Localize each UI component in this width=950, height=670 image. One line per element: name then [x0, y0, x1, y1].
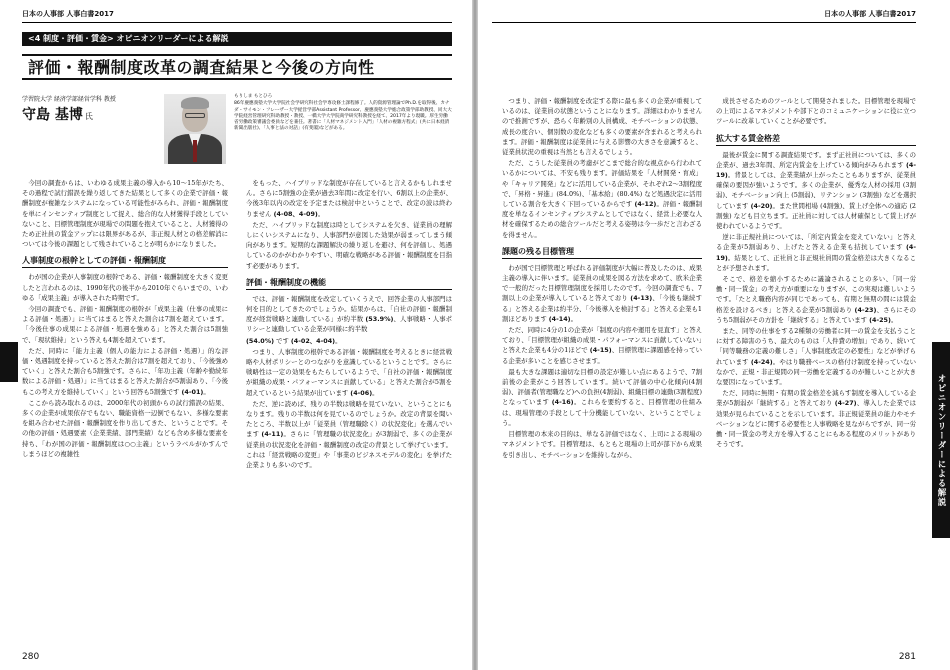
body-paragraph — [716, 232, 916, 273]
running-header-right: 日本の人事部 人事白書2017 — [824, 10, 916, 18]
author-name-kana: もりしま もとひろ — [234, 94, 273, 99]
paragraph-text: 逆に非正規社員については、「所定内賃金を変えていない」と答える企業が5割弱あり、上げたと答える企業も拮抗しています — [716, 233, 916, 252]
paragraph-text: 。 — [317, 209, 325, 218]
paragraph-text: 、導入した企業では効果が見られていることを示しています。非正規従業員の能力やモチベーションなどに関する必要性と人事戦略を見ながらですが、同一労働・同一賃金の考え方を導入することにもある程度のメリットがありそうです。 — [716, 399, 916, 449]
paragraph-text: です — [274, 336, 291, 345]
section-heading: 評価・報酬制度の機能 — [246, 277, 452, 290]
paragraph-text: 。 — [372, 388, 379, 397]
left-column-2 — [246, 178, 452, 471]
figure-reference: (4-13) — [630, 294, 653, 303]
author-honorific: 氏 — [84, 112, 93, 121]
left-column-1 — [22, 178, 228, 460]
body-paragraph — [246, 347, 452, 398]
author-photo — [164, 94, 226, 164]
paragraph-text: 。やはり職務ベースの格付け制度を持っていないなかで、正規・非正規間の同一労働を定義するのが難しいことが大きな要因になっています。 — [716, 357, 917, 387]
body-paragraph — [246, 294, 452, 335]
paragraph-text: ただ、同時に「能力主義（個人の能力による評価・処遇）」的な評価・処遇制度を持っていると答えた割合は7割を超えており、「今後強めていく」と答えた割合も5割強です。さらに、「年功主義（年齢や勤続年数による評価・処遇）」に当てはまると答えた割合が5割弱あり、「今後もこの考え方を維持していく」という回答も5割強です — [22, 346, 228, 396]
paragraph-text: そこで、格差を縮小するために議論されることの多い、「同一労働・同一賃金」の考え方が重要になりますが、この実現は難しいようです。「たとえ職務内容が同じであっても、有期と無期の間には賃金格差を設けるべき」と答える企業が5割弱あり — [716, 275, 916, 314]
paragraph-text: ただ、ハイブリッドな制度は時としてシステムを欠き、従業員の理解しにくいシステムになり、人事部門が意図した効果が弱まってしまう傾向があります。短期的な課題解決の繰り返しを避け、何を評価し、処遇しているのかがわかりやすい、明確な戦略がある評価・報酬制度を目指す必要があります。 — [246, 220, 452, 270]
figure-reference: (4-08、4-09) — [273, 209, 318, 218]
paragraph-text: 。 — [570, 314, 577, 323]
body-paragraph — [246, 220, 452, 271]
paragraph-text: 。 — [203, 387, 210, 396]
page-number-left: 280 — [22, 652, 40, 662]
figure-reference: (4-24) — [750, 357, 773, 366]
paragraph-text: 最後が賃金に関する調査結果です。まず正社員については、多くの企業が、過去3年間、所定内賃金を上げている傾向がみられます — [716, 150, 916, 169]
photo-hair — [181, 97, 209, 109]
figure-reference: (4-11) — [261, 430, 284, 439]
paragraph-text: ただ、同時に4分の1の企業が「制度の内容や運用を見直す」と答えており、「目標管理が組織の成果・パフォーマンスに貢献していない」と答えた企業も4分の1ほどで — [502, 326, 702, 355]
paragraph-text: ただ、逆に読めば、残りの半数は戦略を見ていない、ということにもなります。残りの半数は何を見ているのでしょうか。改定の背景を聞いたところ、半数以上が「従業員（管理職除く）の状況変化」を選んでいます — [246, 399, 452, 439]
author-bio-text: 86年慶應義塾大学大学院社会学研究科社会学専攻修士課程修了。人的資源管理論でPh.D.を取得後、カナダ・サイモン・フレーザー大学経営学部Assistant Professor、慶應義塾大学総合政策学部助教授、同大大学院経営管理研究科助教授・教授、一橋大学大学院商学研究科教授を経て、2017年より現職。厚生労働省労働政策審議会委員などを兼任。著書に「人材マネジメント入門」「人材の複雑方程式」(共に日本経済新聞出版社)、「人事と法の対話」(有斐閣)などがある。 — [234, 101, 452, 132]
body-paragraph — [22, 346, 228, 397]
paragraph-text: 成長させるためのツールとして開発されました。目標管理を現場での上司によるマネジメントや部下とのコミュニケーションに役に立つツールに改革していくことが必要です。 — [716, 97, 916, 126]
paragraph-text: 。さらに「管理職の状況変化」が3割弱で、多くの企業が従業員の状況変化を評価・報酬制度の改定の背景として挙げています。これは「経営戦略の変更」や「事業のビジネスモデルの変化」を挙げた企業よりも多いのです。 — [246, 430, 452, 470]
figure-reference: (4-12) — [634, 200, 657, 209]
photo-tie — [193, 140, 197, 162]
paragraph-text: 目標管理の本来の目的は、単なる評価ではなく、上司による現場のマネジメントです。目標管理は、もともと現場の上司が部下から成果を引き出し、モチベーションを維持しながら、 — [502, 430, 702, 459]
paragraph-text: 今回の調査でも、評価・報酬制度の根幹が「成果主義（仕事の成果による評価・処遇）」に当てはまると答えた割合は7割を超えています。「今後仕事の成果による評価・処遇を強める」と答えた割合は5割強で、「現状維持」という答えも4割を超えています。 — [22, 305, 228, 344]
running-header-rule-right — [492, 22, 916, 23]
paragraph-text: 。 — [335, 336, 342, 345]
figure-reference: (54.0%) — [246, 336, 275, 345]
body-paragraph — [716, 326, 916, 387]
paragraph-text: 最も大きな課題は適切な目標の設定が難しい点にあるようで、7割前後の企業がこう回答しています。続いて評価の中心化傾向(4割弱)、評価者(管理職など)への負担(4割弱)、組織目標の連動(3割程度)となっています — [502, 367, 702, 407]
body-paragraph — [246, 399, 452, 470]
page-number-right: 281 — [898, 652, 916, 662]
figure-reference: (4-23) — [854, 305, 877, 314]
paragraph-text: 、目標管理に課題感を持っている企業が多いことを感じさせます。 — [502, 346, 702, 365]
paragraph-text: 。背景としては、企業業績が上がったこともありますが、従業員確保の要因が強いようです。多くの企業が、優秀な人材の採用 (3割弱)、モチベーション向上 (5割弱)、リテンション (3割強) などを選択しています — [716, 171, 916, 210]
body-paragraph — [716, 388, 916, 449]
figure-reference: (4-16) — [551, 398, 574, 407]
paragraph-text: 、さらにそのうち5割弱がその方針を「継続する」と答えています — [716, 305, 916, 324]
author-name-text: 守島 基博 — [22, 107, 83, 123]
body-paragraph — [716, 274, 916, 325]
body-paragraph — [22, 272, 228, 303]
paragraph-text: 。評価・報酬制度を単なるインセンティブシステムとしてではなく、経営上必要な人材を確保するための総合ツールだと考える姿勢は今一歩だと言わざるを得ません。 — [502, 200, 703, 239]
paragraph-text: 。 — [890, 315, 898, 324]
figure-reference: (4-25) — [869, 315, 891, 324]
paragraph-text: つまり、評価・報酬制度を改定する際に最も多くの企業が重視しているのは、従業員の状態ということになります。詳細はわかりませんので推測ですが、恐らく年齢別の人員構成、モチベーションの状態、成長の度合い、個別数の変化なども多くの要素が含まれると考えられます。評価・報酬制度は従業員に与える影響の大きさを意識すると、従業員状況の重視は当然とも言えるでしょう。 — [502, 97, 702, 157]
figure-reference: (4-27) — [834, 399, 857, 408]
body-paragraph — [22, 304, 228, 345]
figure-reference: (4-19) — [716, 160, 916, 180]
paragraph-text: また、同等の仕事をする2種類の労働者に同一の賃金を支払うことに対する障害のうち、最大のものは「人件費の増加」であり、続いて「同等職務の定義の難しさ」「人事制度改定の必要性」などが挙げられています — [716, 327, 916, 366]
category-bar: <4 制度・評価・賃金> オピニオンリーダーによる解説 — [22, 32, 452, 46]
body-paragraph — [502, 96, 702, 157]
author-block — [22, 94, 452, 164]
paragraph-text: 。結果として、正社員と非正規社員間の賃金格差は大きくなることが予想されます。 — [716, 253, 916, 272]
right-column-2 — [716, 96, 916, 451]
side-tab-right: オピニオンリーダーによる解説 — [932, 342, 950, 538]
paragraph-text: ただ、同時に無期・有期の賃金格差を減らす制度を導入している企業が5割弱が「継続する」と答えており — [716, 389, 916, 408]
figure-reference: (4-14) — [548, 314, 571, 323]
author-affiliation: 学習院大学 経済学部経営学科 教授 — [22, 96, 116, 103]
body-paragraph — [22, 178, 228, 249]
running-header-left: 日本の人事部 人事白書2017 — [22, 10, 114, 18]
section-heading: 人事制度の根幹としての評価・報酬制度 — [22, 255, 228, 268]
paragraph-text: わが国で目標管理と呼ばれる評価制度が大幅に普及したのは、成果主義の導入に伴います。従業員の成果を図る方法を求めて、欧米企業で一般的だった目標管理制度を採用したのです。今回の調査でも、7割以上の企業が導入していると答えており — [502, 263, 702, 303]
paragraph-text: ここから読み取れるのは、2000年代の初頭からの試行錯誤の結果、多くの企業が成果依存でもない、職能資格一辺倒でもない、多様な要素を組み合わせた評価・報酬制度を作り出してきた、ということです。その他の評価・処遇要素（企業業績、部門業績）なども含め多様な要素を持ち、「わが国の評価・報酬制度は○○主義」というラベルがかすんでしまうほどの複雑性 — [22, 398, 228, 458]
author-bio — [234, 94, 452, 133]
body-paragraph — [502, 367, 702, 428]
paragraph-text: わが国の企業が人事制度の根幹である、評価・報酬制度を大きく変更したと言われるのは、1990年代の後半から2010年ぐらいまでの、いわゆる「成果主義」が導入された時期です。 — [22, 273, 228, 302]
section-heading: 拡大する賃金格差 — [716, 133, 916, 146]
paragraph-text: 今回の調査からは、いわゆる成果主義の導入から10～15年がたち、その過程で試行錯誤を繰り返してきた結果として多くの企業で評価・報酬制度が複雑なシステムになっている可能性がみられ、評価・報酬制度を単にインセンティブ制度として捉え、総合的な人材獲得手段としていないこと、目標管理制度が現場での問題を抱えていること、人材獲得のため正社員の賃金アップには限界があるが、非正規人材との格差解消については今後の課題として残されていることが明らかになりました。 — [22, 179, 228, 249]
paragraph-text: 。これらを要約すると、目標管理の仕組みは、現場管理の手段として十分機能していない、ということでしょう。 — [502, 398, 703, 427]
figure-reference: (4-01) — [181, 387, 204, 396]
body-paragraph — [716, 96, 916, 127]
article-title: 評価・報酬制度改革の調査結果と今後の方向性 — [22, 54, 452, 80]
body-paragraph — [502, 429, 702, 460]
paragraph-text: 。また世間相場 (4割強)、賃上げ全体への適応 (2割強) なども目立ちます。正社員に対しては人材確保として賃上げが使われているようです。 — [716, 201, 916, 231]
body-paragraph — [246, 178, 452, 219]
figure-reference: (4-06) — [350, 388, 373, 397]
body-paragraph — [22, 398, 228, 459]
figure-reference: (53.9%) — [365, 315, 394, 324]
author-name — [22, 104, 93, 124]
body-paragraph — [502, 325, 702, 366]
running-header-rule — [22, 22, 452, 23]
paragraph-text: 、「今後も継続する」と答える企業は約半分、「今後導入を検討する」と答える企業も1割ほどあります — [502, 294, 702, 323]
right-page — [478, 0, 950, 670]
body-paragraph — [502, 263, 702, 324]
figure-reference: (4-15) — [589, 346, 612, 355]
body-paragraph — [716, 150, 916, 232]
figure-reference: (4-19) — [716, 243, 916, 262]
left-page — [0, 0, 472, 670]
paragraph-text: ただ、こうした従業員の考慮がどこまで総合的な視点から行われているかについては、不安も残ります。評価結果を「人材開発・育成」や「キャリア開発」などに活用している企業が、それぞれ2〜3割程度で、「昇格・昇進」(84.0%)、「基本給」(80.4%) など処遇決定に活用している割合を大きく下回っているからです — [502, 159, 702, 209]
body-paragraph — [502, 158, 702, 240]
body-paragraph — [246, 336, 452, 346]
section-heading: 課題の残る目標管理 — [502, 246, 702, 259]
paragraph-text: 、人事戦略・人事ポリシーと連動している企業が同様に約半数 — [246, 315, 453, 334]
photo-glasses — [185, 113, 205, 118]
figure-reference: (4-20) — [750, 201, 773, 210]
paragraph-text: つまり、人事制度の根幹である評価・報酬制度を考えるときに経営戦略や人材ポリシーとのつながりを意識しているということです。さらに戦略性は一定の効果をもたらしているようで、「自社の評価・報酬制度が組織の成果・パフォーマンスに貢献している」と答えた割合が5割を超えているという結果が出ています — [246, 347, 452, 397]
figure-reference: (4-02、4-04) — [290, 336, 336, 345]
paragraph-text: では、評価・報酬制度を改定していくうえで、回答企業の人事部門は何を目的としてきたのでしょうか。結果からは、「自社の評価・報酬制度が経営戦略と連動している」が約半数 — [246, 294, 452, 324]
right-column-1 — [502, 96, 702, 461]
paragraph-text: をもった、ハイブリッドな制度が存在していると言えるかもしれません。さらに5割強の企業が過去3年間に改定を行い、6割以上の企業が、今後3年以内の改定を予定または検討中ということで、改定の波は終わりません — [246, 179, 452, 218]
side-tab-left — [0, 342, 18, 382]
